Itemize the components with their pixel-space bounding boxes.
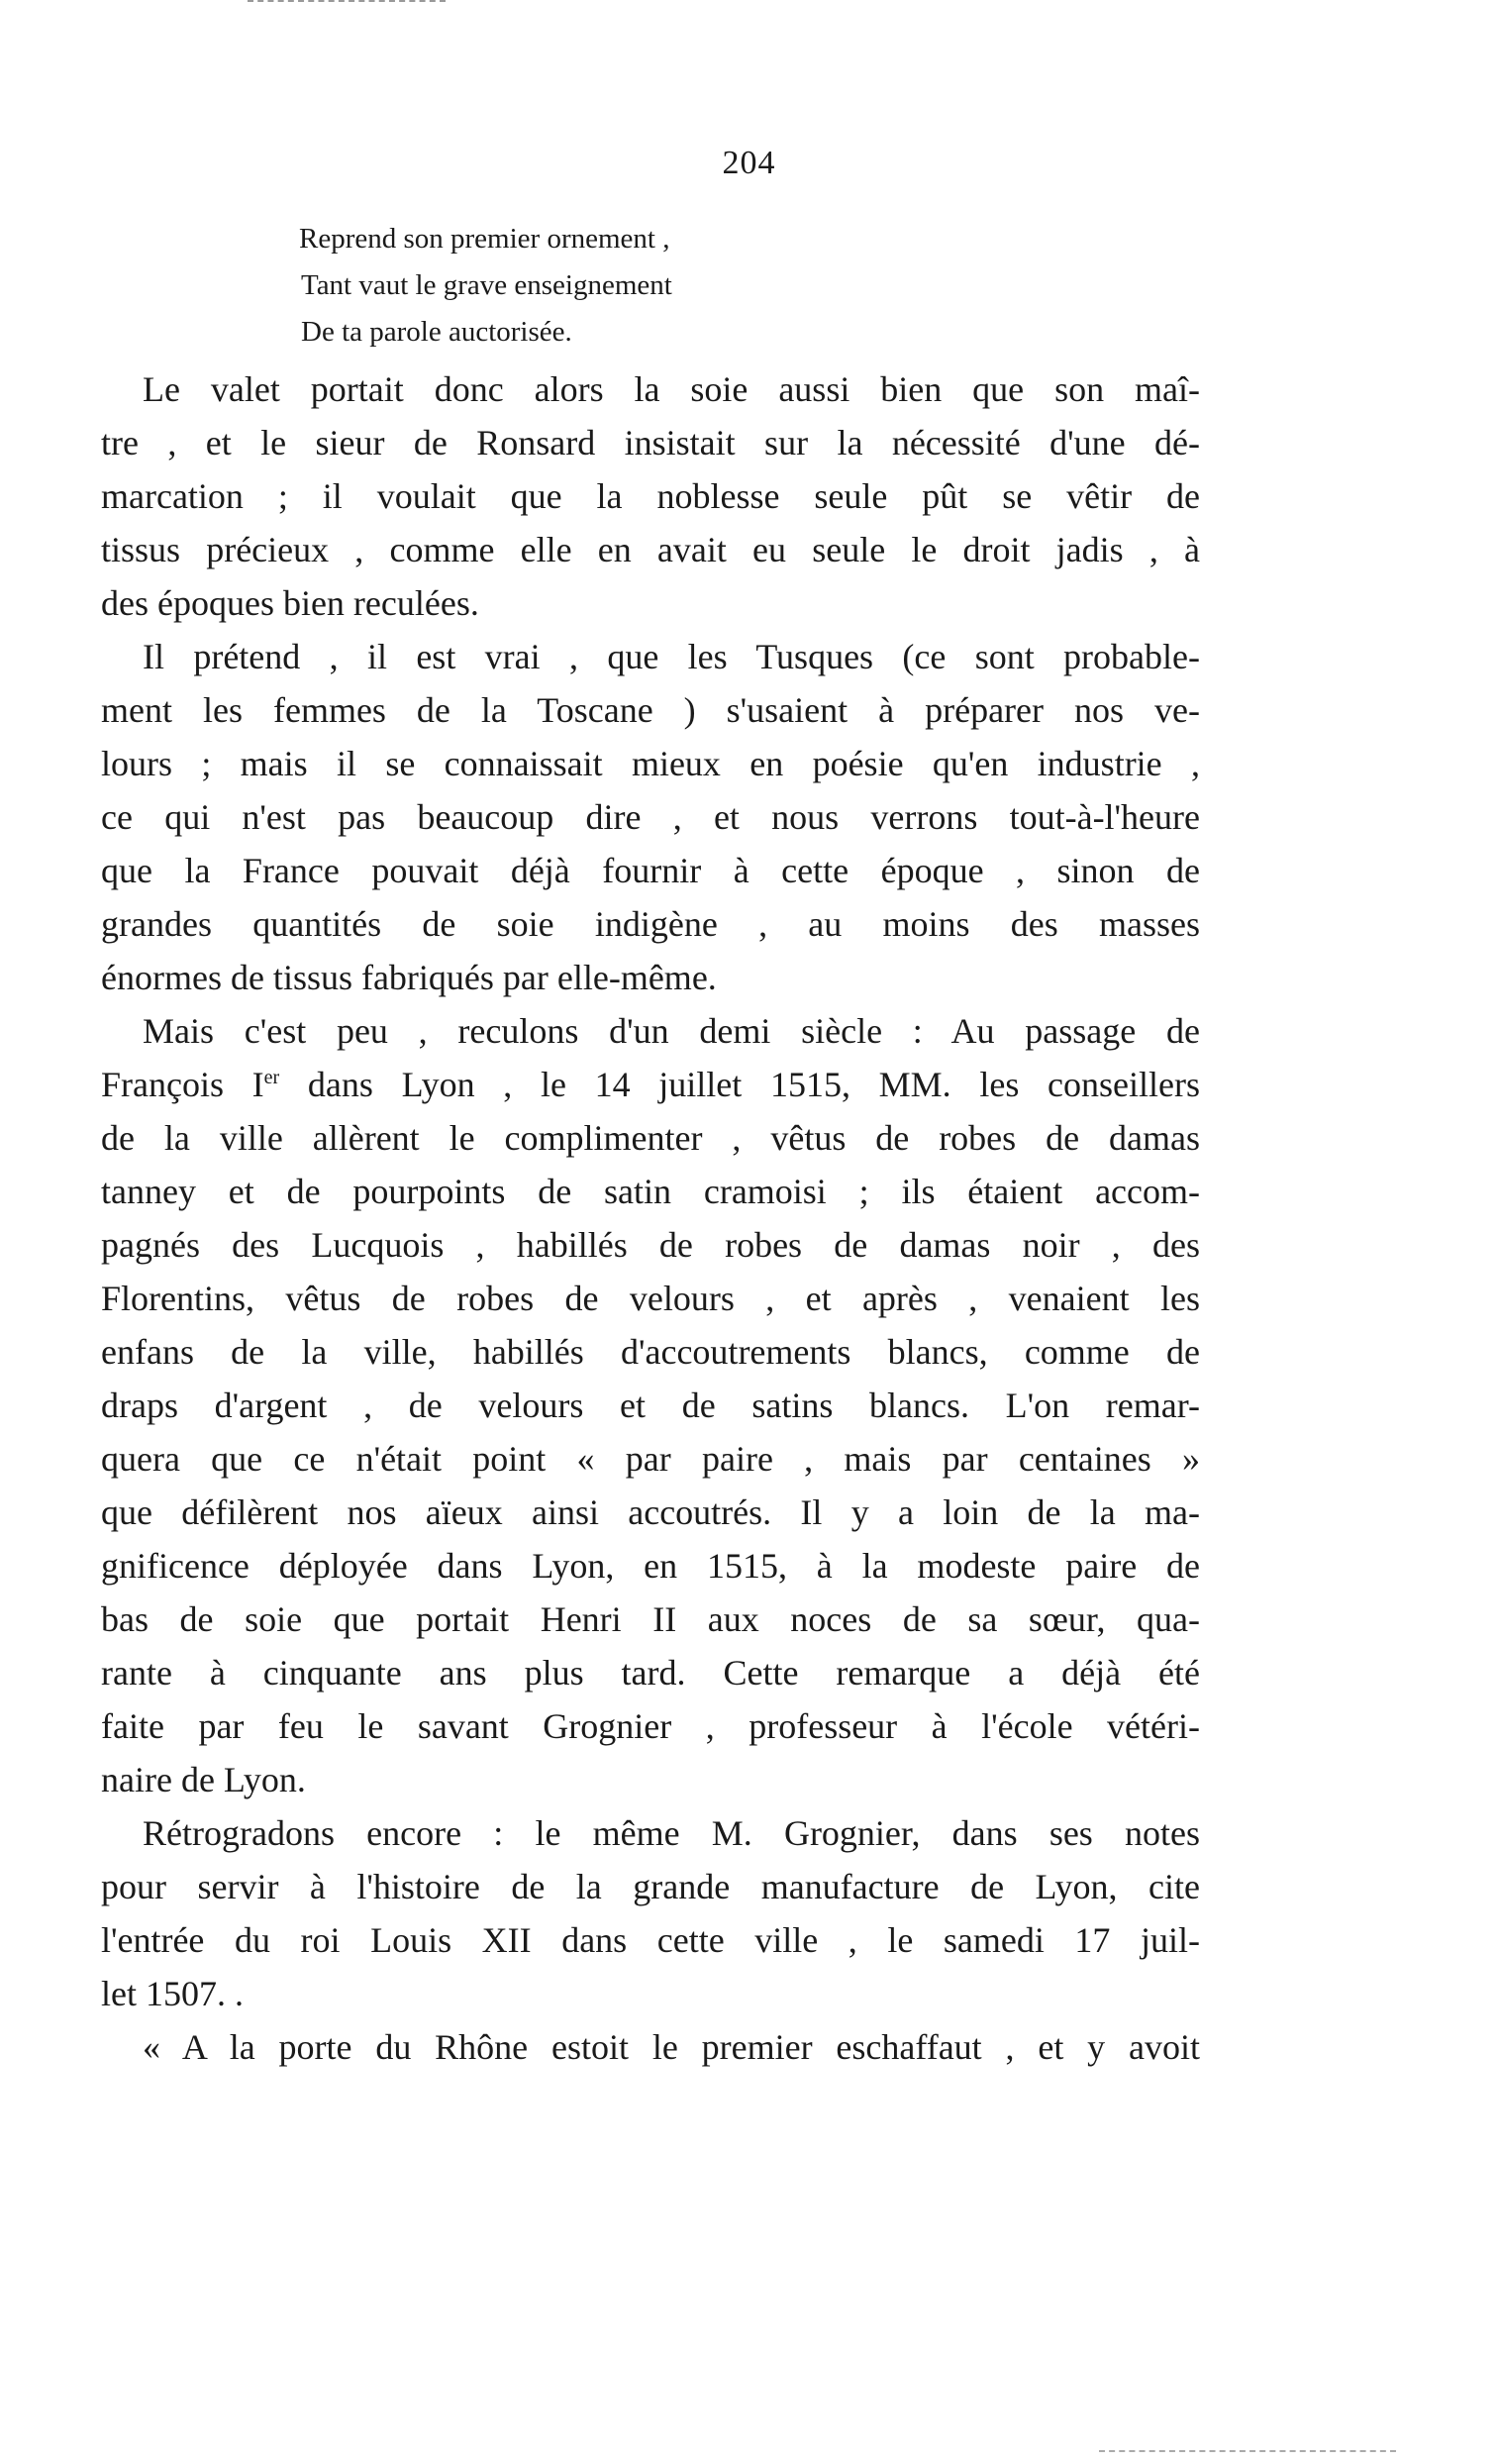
page-number: 204	[722, 145, 776, 181]
ordinal-superscript: er	[263, 1067, 280, 1088]
text-line: Le valet portait donc alors la soie aussi bien que son maî-	[143, 369, 1200, 409]
text-line: quera que ce n'était point « par paire , mais par centaines »	[101, 1439, 1200, 1479]
text-line: draps d'argent , de velours et de satins blancs. L'on remar-	[101, 1386, 1200, 1425]
verse-line: Reprend son premier ornement ,	[299, 223, 670, 255]
text-line: rante à cinquante ans plus tard. Cette remarque a déjà été	[101, 1653, 1200, 1693]
text-line: lours ; mais il se connaissait mieux en poésie qu'en industrie ,	[101, 744, 1200, 783]
verse-quotation	[299, 216, 672, 356]
text-line: gnificence déployée dans Lyon, en 1515, à la modeste paire de	[101, 1546, 1200, 1586]
text-line: ce qui n'est pas beaucoup dire , et nous verrons tout-à-l'heure	[101, 797, 1200, 837]
text-line: Florentins, vêtus de robes de velours , et après , venaient les	[101, 1279, 1200, 1318]
text-line: grandes quantités de soie indigène , au moins des masses	[101, 904, 1200, 944]
text-line: des époques bien reculées.	[101, 583, 479, 623]
verse-line: De ta parole auctorisée.	[301, 316, 572, 348]
text-line: que la France pouvait déjà fournir à cette époque , sinon de	[101, 851, 1200, 890]
text-line: de la ville allèrent le complimenter , vêtus de robes de damas	[101, 1118, 1200, 1158]
text-line: tissus précieux , comme elle en avait eu seule le droit jadis , à	[101, 530, 1200, 569]
scan-edge-marks	[248, 0, 446, 6]
text-line: ment les femmes de la Toscane ) s'usaient à préparer nos ve-	[101, 690, 1200, 730]
text-line: bas de soie que portait Henri II aux noces de sa sœur, qua-	[101, 1599, 1200, 1639]
verse-line: Tant vaut le grave enseignement	[301, 269, 672, 301]
text-line: que défilèrent nos aïeux ainsi accoutrés. Il y a loin de la ma-	[101, 1492, 1200, 1532]
text-line: Mais c'est peu , reculons d'un demi siècle : Au passage de	[143, 1011, 1200, 1051]
scan-edge-marks	[1099, 2450, 1396, 2456]
text-line: Il prétend , il est vrai , que les Tusques (ce sont probable-	[143, 637, 1200, 676]
text-line: tre , et le sieur de Ronsard insistait sur la nécessité d'une dé-	[101, 423, 1200, 462]
text-line: tanney et de pourpoints de satin cramoisi ; ils étaient accom-	[101, 1172, 1200, 1211]
text-line: « A la porte du Rhône estoit le premier eschaffaut , et y avoit	[143, 2027, 1200, 2067]
text-line: pour servir à l'histoire de la grande manufacture de Lyon, cite	[101, 1867, 1200, 1906]
text-line: faite par feu le savant Grognier , professeur à l'école vétéri-	[101, 1706, 1200, 1746]
text-line: l'entrée du roi Louis XII dans cette ville , le samedi 17 juil-	[101, 1920, 1200, 1960]
text-line: enfans de la ville, habillés d'accoutrements blancs, comme de	[101, 1332, 1200, 1372]
text-line: marcation ; il voulait que la noblesse seule pût se vêtir de	[101, 476, 1200, 516]
text-line: let 1507. .	[101, 1974, 244, 2013]
text-line: énormes de tissus fabriqués par elle-même.	[101, 958, 717, 997]
text-line-francois	[101, 1058, 1200, 1111]
text-line: naire de Lyon.	[101, 1760, 306, 1799]
francois-name: François I	[101, 1065, 264, 1104]
body-text	[101, 362, 1200, 2074]
text-line: pagnés des Lucquois , habillés de robes de damas noir , des	[101, 1225, 1200, 1265]
francois-rest: dans Lyon , le 14 juillet 1515, MM. les conseillers	[279, 1065, 1200, 1104]
text-line: Rétrogradons encore : le même M. Grognier, dans ses notes	[143, 1813, 1200, 1853]
